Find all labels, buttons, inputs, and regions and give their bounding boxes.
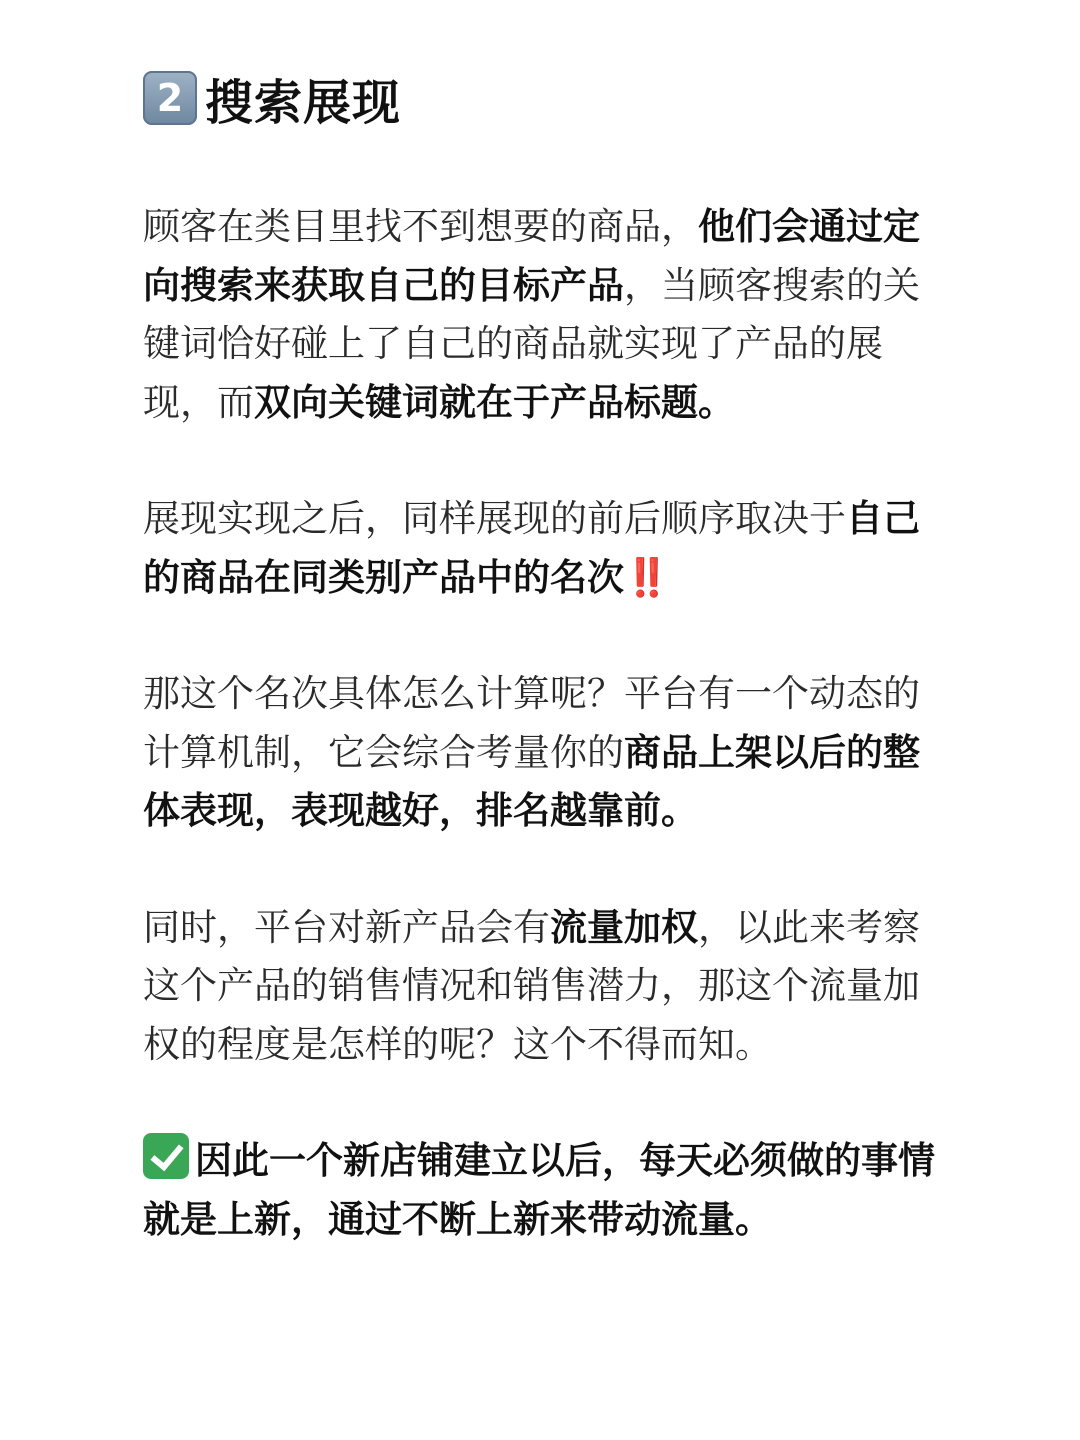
- section-title: 搜索展现: [205, 74, 402, 131]
- p3-bold-1: 商品上架以后的整体表现，表现越好，排名越靠前。: [143, 730, 920, 832]
- p2-bold-1: 自己的商品在同类别产品中的名次: [143, 497, 920, 599]
- paragraph-ranking-order: [143, 490, 943, 607]
- paragraph-ranking-mechanism: [143, 665, 943, 841]
- p4-bold-1: 流量加权: [550, 905, 698, 949]
- article: [143, 62, 943, 1249]
- p5-bold-1: 因此一个新店铺建立以后，每天必须做的事情就是上新，通过不断上新来带动流量。: [143, 1139, 935, 1241]
- p1-bold-1: 他们会通过定向搜索来获取自己的目标产品: [143, 205, 920, 307]
- section-heading: [143, 62, 943, 134]
- paragraph-search-intro: [143, 198, 943, 432]
- paragraph-gap: [143, 607, 943, 665]
- paragraph-gap: [143, 432, 943, 490]
- p1-bold-2: 双向关键词就在于产品标题。: [254, 380, 735, 424]
- p2-text-1: 展现实现之后，同样展现的前后顺序取决于: [143, 497, 846, 540]
- check-mark-icon: [143, 1133, 189, 1179]
- paragraph-traffic-weight: [143, 899, 943, 1075]
- keycap-2-icon: 2: [143, 71, 197, 125]
- p4-text-1: 同时，平台对新产品会有: [143, 905, 550, 949]
- paragraph-gap: [143, 1074, 943, 1132]
- paragraph-gap: [143, 841, 943, 899]
- p3-text-1: 那这个名次具体怎么计算呢？平台有一个动态的计算机制，它会综合考量你的: [143, 672, 920, 774]
- p4-text-2: ，以此来考察这个产品的销售情况和销售潜力，那这个流量加权的程度是怎样的呢？这个不得而知。: [143, 905, 920, 1066]
- p1-text-1: 顾客在类目里找不到想要的商品，: [143, 205, 698, 248]
- double-exclamation-icon: ‼️: [624, 555, 671, 599]
- paragraph-conclusion: [143, 1132, 943, 1249]
- p1-text-2: ，当顾客搜索的关键词恰好碰上了自己的商品就实现了产品的展现，而: [143, 263, 920, 424]
